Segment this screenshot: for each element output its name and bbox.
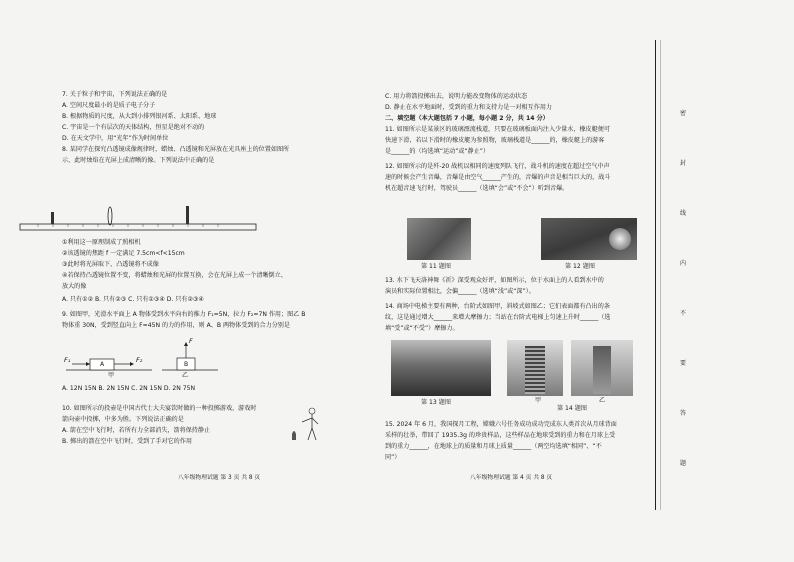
pitch-pot-illustration xyxy=(288,404,324,444)
seal-char-3: 线 xyxy=(680,210,687,217)
q8-option-4a: ④若保持凸透镜位置不变，将蜡烛和光屏的位置互换，会在光屏上成一个清晰倒立、 xyxy=(62,272,287,279)
caption-q14: 第 14 题图 xyxy=(557,405,587,412)
figure-jia-label: 甲 xyxy=(108,372,115,379)
binding-line-inner xyxy=(660,40,661,510)
seal-char-1: 密 xyxy=(680,110,687,117)
force-f-label: F xyxy=(189,337,193,345)
right-footer: 八年级物理试题 第 4 页 共 8 页 xyxy=(470,475,553,481)
q8-option-2: ②该透镜的焦距 f 一定满足 7.5cm<f<15cm xyxy=(62,250,185,257)
q8-option-4b: 放大的像 xyxy=(62,283,87,290)
q10-option-c: C. 用力将箭投掷出去，说明力能改变物体的运动状态 xyxy=(385,93,528,100)
q8-stem-2: 示，此时烛焰在光屏上成清晰的像。下列说法中正确的是 xyxy=(62,157,215,164)
q15-line-1: 15. 2024 年 6 月，我国探月工程，嫦娥六号任务成功成功完成东人类首次从月球背面 xyxy=(385,421,617,428)
escalator-ramp xyxy=(593,346,611,394)
q10-stem-2: 箭向壶中投掷，中多为胜。下列说法正确的是 xyxy=(62,416,184,423)
seal-char-5: 不 xyxy=(680,310,687,317)
q8-stem-1: 8. 某同学在探究凸透镜成像规律时，蜡烛、凸透镜和光屏放在光具座上的位置如图所 xyxy=(62,146,290,153)
seal-char-6: 要 xyxy=(680,360,687,367)
q10-option-a: A. 箭在空中飞行时，若所有力全部消失，箭将保持静止 xyxy=(62,427,211,434)
caption-q12: 第 12 题图 xyxy=(565,263,595,270)
block-b-label: B xyxy=(184,361,189,368)
q10-option-d: D. 静止在水平地面时，受到的重力和支持力是一对相互作用力 xyxy=(385,104,553,111)
caption-q11: 第 11 题图 xyxy=(421,263,451,270)
q14-line-1: 14. 商场中电梯主要有两种，台阶式如图甲，斜坡式如图乙；它们表面都有凸出的条 xyxy=(385,303,610,310)
escalator-steps xyxy=(525,346,545,394)
seal-char-2: 封 xyxy=(680,160,687,167)
q15-line-2: 采样的壮举，带回了 1935.3g 的珍贵样品，这些样品在地球受到的重力和在月球上受 xyxy=(385,432,616,439)
q15-line-3: 到的重力______，在地球上的质量和月球上质量______（两空均选填“相同”、“不 xyxy=(385,443,602,450)
q10-stem-1: 10. 如图所示的投壶是中国古代士大夫宴饮时做的一种投掷游戏，游戏时 xyxy=(62,405,257,412)
figure-yi-label: 乙 xyxy=(182,372,189,379)
q12-line-3: 机在超音速飞行时，驾驶员______（选填“会”或“不会”）听到音爆。 xyxy=(385,185,569,192)
escalator-jia-label: 甲 xyxy=(535,397,542,404)
q14-line-2: 纹，这是通过增大______来增大摩擦力；当站在台阶式电梯上匀速上升时______（选 xyxy=(385,314,611,321)
q9-choices: A. 12N 15N B. 2N 15N C. 2N 15N D. 2N 75N xyxy=(62,385,196,392)
q7-option-a: A. 空间尺度最小的是质子电子分子 xyxy=(62,102,156,109)
step-escalator-photo xyxy=(507,340,563,396)
binding-line xyxy=(655,40,656,510)
force-figure xyxy=(62,338,222,382)
q15-line-4: 同”） xyxy=(385,454,401,461)
q8-option-3: ③此时将光屏取下，凸透镜将不成像 xyxy=(62,261,159,268)
q11-line-3: 是______的（均选填“运动”或“静止”） xyxy=(385,148,490,155)
q9-stem-1: 9. 如图甲，光滑水平面上 A 物体受到水平向右的推力 F₁=5N，拉力 F₂=7N 作用；图乙 B xyxy=(62,311,306,318)
glass-slide-photo xyxy=(407,218,471,260)
seal-char-7: 答 xyxy=(680,410,687,417)
optical-bench-figure xyxy=(18,202,258,238)
q7-option-d: D. 在天文学中，用“光年”作为时间单位 xyxy=(62,135,169,142)
section-fill-in-title: 二、填空题（本大题包括 7 小题，每小题 2 分，共 14 分） xyxy=(385,115,549,122)
q12-line-2: 速的时候会产生音爆，音爆是由空气______产生的，音爆的声音是相当巨大的，战斗 xyxy=(385,174,611,181)
j20-jets-photo xyxy=(541,218,637,260)
q14-line-3: 填“受”或“不受”）摩擦力。 xyxy=(385,325,459,332)
q7-option-c: C. 宇宙是一个有层次的天体结构，恒星是绝对不动的 xyxy=(62,124,205,131)
seal-char-8: 题 xyxy=(680,460,687,467)
force-f2-label: F₂ xyxy=(136,356,143,364)
q11-line-1: 11. 如图所示是某景区的玻璃漂流栈道，只要在玻璃板面内注入少量水，橡皮艇便可 xyxy=(385,126,610,133)
q10-option-b: B. 掷出的箭在空中飞行时，受到了手对它的作用 xyxy=(62,438,192,445)
q9-stem-2: 物体重 30N，受到竖直向上 F=45N 的力的作用，则 A、B 两物体受到的合力分别是 xyxy=(62,322,290,329)
sonic-boom-cloud xyxy=(609,228,631,250)
q11-line-2: 快速下滑，若以下滑时的橡皮艇为参照物，玻璃栈道是______的，橡皮艇上的游客 xyxy=(385,137,605,144)
caption-q13: 第 13 题图 xyxy=(421,399,451,406)
force-f1-label: F₁ xyxy=(64,356,71,364)
q7-stem: 7. 关于粒子和宇宙，下列说法正确的是 xyxy=(62,91,168,98)
q7-option-b: B. 根据物质的尺度，从大到小排列银河系、太阳系、地球 xyxy=(62,113,217,120)
left-footer: 八年级物理试题 第 3 页 共 8 页 xyxy=(178,475,261,481)
seal-char-4: 内 xyxy=(680,260,687,267)
q8-choices: A. 只有①② B. 只有②③ C. 只有①③④ D. 只有②③④ xyxy=(62,296,204,303)
q8-option-1: ①利用这一原理制成了照相机 xyxy=(62,239,141,246)
q13-line-1: 13. 水下飞天洛神舞《祈》深受观众好评，如图所示，位于水面上的人看到水中的 xyxy=(385,277,604,284)
underwater-dance-photo xyxy=(391,340,491,396)
q13-line-2: 演员和实际位置相比，会偏______（选填“浅”或“深”）。 xyxy=(385,288,535,295)
escalator-yi-label: 乙 xyxy=(599,397,606,404)
ramp-escalator-photo xyxy=(571,340,633,396)
block-a-label: A xyxy=(100,361,105,368)
q12-line-1: 12. 如图所示的是歼-20 战机以相同的速度列队飞行，战斗机的速度在超过空气中声 xyxy=(385,163,610,170)
